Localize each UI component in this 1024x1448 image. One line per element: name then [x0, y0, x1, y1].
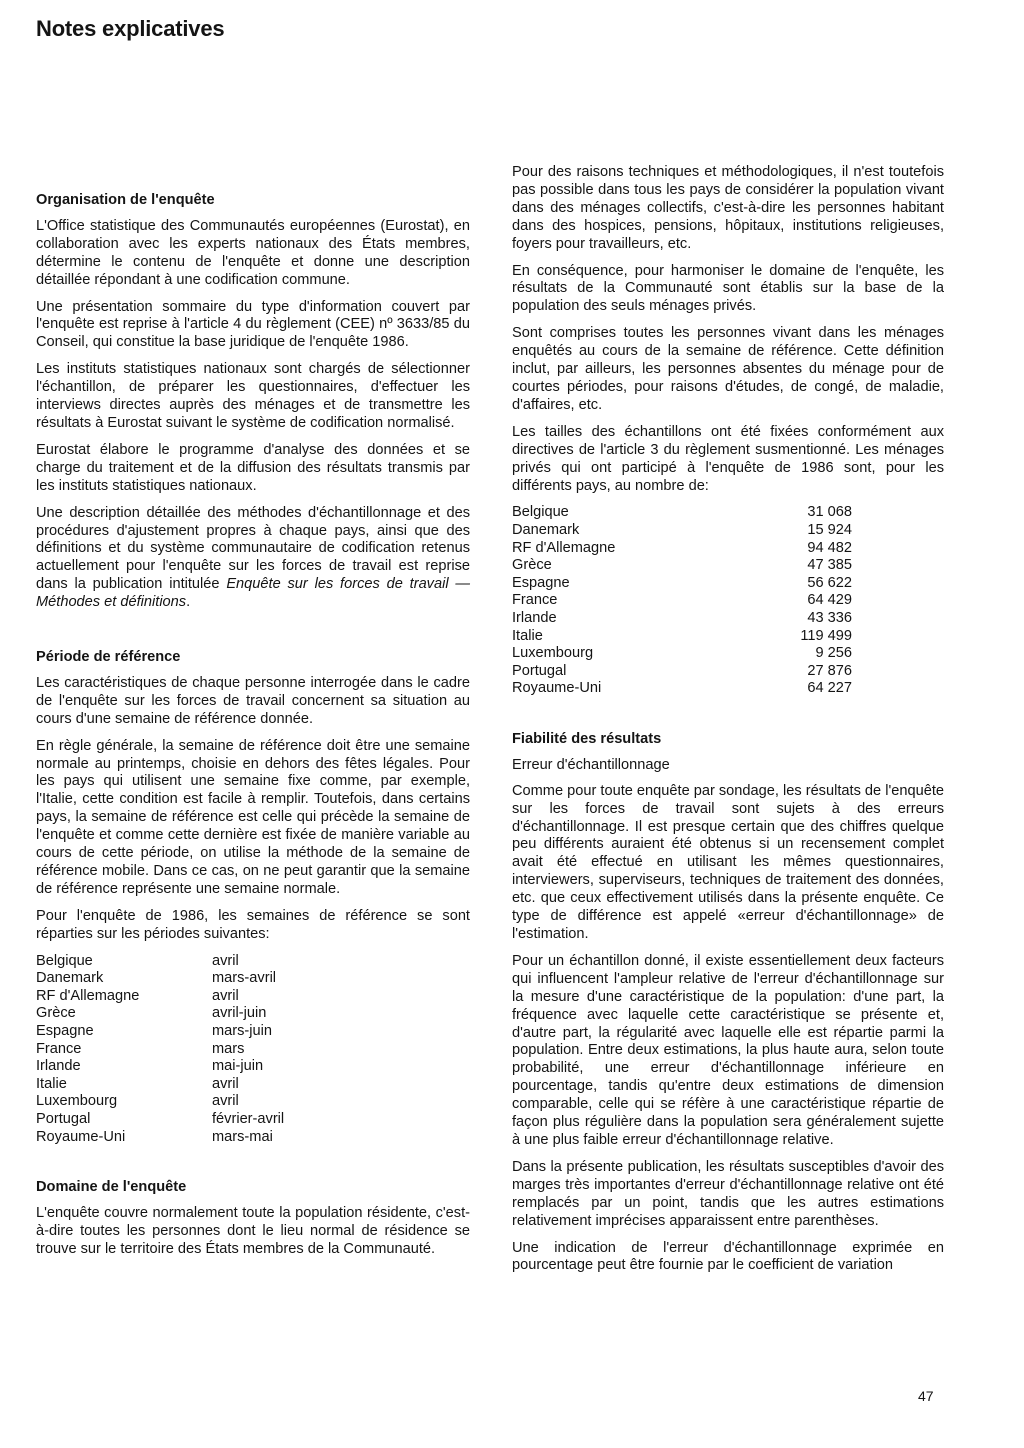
- table-row: [36, 1023, 284, 1041]
- paragraph: Pour un échantillon donné, il existe essentiellement deux facteurs qui influencent l'ampleur relative de l'erreur d'échantillonnage sur la mesure d'une caractéristique de la population: d'une part, la fréquence avec laquelle cette caractéristique se présente et, d'autre part, la régularité avec laquelle elle est répartie parmi la population. Entre deux estimations, la plus haute aura, selon toute probabilité, une erreur d'échantillonnage inférieure en pourcentage, tandis qu'entre deux estimations de dimension comparable, celle qui se réfère à une caractéristique répartie de façon plus régulière dans la population sera généralement sujette à une plus faible erreur d'échantillonnage relative.: [512, 952, 944, 1148]
- table-cell-country: Espagne: [36, 1023, 94, 1039]
- table-row: [512, 522, 852, 540]
- table-cell-country: Grèce: [512, 557, 552, 574]
- table-row: [36, 1129, 284, 1147]
- table-row: [512, 504, 852, 522]
- paragraph: Dans la présente publication, les résultats susceptibles d'avoir des marges très importantes d'erreur d'échantillonnage relative ont été remplacés par un point, tandis que les autres estimations relativement imprécises apparaissent entre parenthèses.: [512, 1158, 944, 1229]
- table-row: [512, 592, 852, 610]
- table-cell-country: RF d'Allemagne: [512, 539, 616, 556]
- table-cell-period: avril: [212, 987, 239, 1004]
- right-column: [512, 164, 944, 1284]
- table-cell-period: mars-avril: [212, 970, 277, 987]
- table-cell-country: Portugal: [512, 662, 567, 679]
- paragraph-text: Une description détaillée des méthodes d'échantillonnage et des procédures d'ajustement propres à chaque pays, ainsi que des définitions et du système communautaire de codification retenus actuellement pour l'enquête sur les forces de travail est reprise dans la publication intitulée: [36, 504, 470, 593]
- section-heading-periode: Période de référence: [36, 649, 181, 666]
- table-cell-country: France: [36, 1040, 82, 1057]
- paragraph: [36, 505, 470, 612]
- table-cell-country: Irlande: [36, 1058, 81, 1075]
- paragraph: En règle générale, la semaine de référence doit être une semaine normale au printemps, choisie en dehors des fêtes légales. Pour les pays qui utilisent une semaine fixe comme, par exemple, l'Italie, cette condition est facile à remplir. Toutefois, dans certains pays, la semaine de référence est celle qui précède la semaine de l'enquête et comme cette dernière est fixée de manière variable au cours de cette période, on utilise la méthode de la semaine de référence mobile. Dans ce cas, on ne peut garantir que la semaine de référence représente une semaine normale.: [36, 737, 470, 897]
- table-cell-count: 9 256: [815, 645, 852, 662]
- table-row: [512, 575, 852, 593]
- table-cell-country: France: [512, 592, 558, 609]
- table-cell-country: Royaume-Uni: [36, 1128, 126, 1145]
- table-row: [36, 953, 284, 971]
- table-cell-count: 47 385: [807, 557, 852, 574]
- table-cell-period: mai-juin: [212, 1058, 264, 1075]
- table-row: [36, 970, 284, 988]
- left-column: [36, 192, 470, 1268]
- table-row: [36, 988, 284, 1006]
- table-cell-country: Luxembourg: [512, 645, 594, 662]
- table-cell-country: Luxembourg: [36, 1093, 118, 1110]
- paragraph: Sont comprises toutes les personnes vivant dans les ménages enquêtés au cours de la semaine de référence. Cette définition inclut, par ailleurs, les personnes absentes du ménage pour de courtes périodes, pour raisons d'études, de congé, de maladie, d'affaires, etc.: [512, 325, 944, 413]
- table-cell-period: avril: [212, 952, 239, 969]
- table-cell-count: 15 924: [807, 522, 852, 538]
- paragraph-end: .: [186, 594, 191, 611]
- table-row: [512, 610, 852, 628]
- table-cell-period: avril-juin: [212, 1005, 267, 1022]
- subsection-heading: Erreur d'échantillonnage: [512, 756, 670, 773]
- paragraph: L'Office statistique des Communautés européennes (Eurostat), en collaboration avec les experts nationaux des États membres, détermine le contenu de l'enquête et donne une description détaillée répondant à une codification commune.: [36, 217, 470, 288]
- table-row: [36, 1041, 284, 1059]
- table-cell-country: Grèce: [36, 1005, 76, 1022]
- table-cell-count: 43 336: [807, 609, 852, 626]
- table-cell-country: Irlande: [512, 609, 557, 626]
- section-heading-fiabilite: Fiabilité des résultats: [512, 730, 662, 747]
- paragraph: L'enquête couvre normalement toute la population résidente, c'est-à-dire toutes les personnes dont le lieu normal de résidence se trouve sur le territoire des États membres de la Communauté.: [36, 1205, 470, 1257]
- page-number: 47: [918, 1388, 934, 1404]
- table-cell-period: février-avril: [212, 1110, 285, 1127]
- table-cell-country: Belgique: [36, 952, 93, 969]
- table-cell-country: Italie: [512, 627, 543, 644]
- section-heading-domaine: Domaine de l'enquête: [36, 1179, 187, 1196]
- table-cell-country: Royaume-Uni: [512, 680, 602, 697]
- paragraph: Une présentation sommaire du type d'information couvert par l'enquête est reprise à l'article 4 du règlement (CEE) nº 3633/85 du Conseil, qui constitue la base juridique de l'enquête 1986.: [36, 298, 470, 351]
- publication-title: Enquête sur les forces de travail — Méthodes et définitions: [36, 576, 470, 611]
- table-row: [36, 1111, 284, 1129]
- table-cell-period: avril: [212, 1075, 239, 1092]
- table-cell-period: mars-juin: [212, 1023, 273, 1039]
- table-cell-country: Danemark: [512, 522, 580, 538]
- table-row: [512, 645, 852, 663]
- table-row: [512, 663, 852, 681]
- sample-sizes-table: [512, 504, 852, 698]
- table-cell-country: Espagne: [512, 574, 570, 591]
- paragraph: Les tailles des échantillons ont été fixées conformément aux directives de l'article 3 du règlement susmentionné. Les ménages privés qui ont participé à l'enquête de 1986 sont, pour les différents pays, au nombre de:: [512, 423, 944, 494]
- table-row: [36, 1005, 284, 1023]
- table-cell-country: RF d'Allemagne: [36, 987, 140, 1004]
- table-cell-count: 31 068: [807, 504, 852, 521]
- paragraph: Une indication de l'erreur d'échantillonnage exprimée en pourcentage peut être fournie par le coefficient de variation: [512, 1239, 944, 1274]
- table-cell-count: 119 499: [800, 627, 852, 644]
- table-cell-count: 56 622: [807, 574, 852, 591]
- table-row: [36, 1058, 284, 1076]
- table-cell-country: Belgique: [512, 504, 569, 521]
- table-cell-count: 94 482: [807, 539, 852, 556]
- table-cell-period: mars-mai: [212, 1128, 273, 1145]
- table-cell-period: avril: [212, 1093, 239, 1110]
- paragraph: Pour l'enquête de 1986, les semaines de référence se sont réparties sur les périodes suivantes:: [36, 907, 470, 942]
- table-cell-count: 27 876: [807, 662, 852, 679]
- table-row: [512, 557, 852, 575]
- table-row: [512, 540, 852, 558]
- table-cell-count: 64 429: [807, 592, 852, 609]
- paragraph: En conséquence, pour harmoniser le domaine de l'enquête, les résultats de la Communauté sont établis sur la base de la population des seuls ménages privés.: [512, 262, 944, 315]
- reference-periods-table: [36, 953, 284, 1147]
- paragraph: Les caractéristiques de chaque personne interrogée dans le cadre de l'enquête sur les forces de travail concernent sa situation au cours d'une semaine de référence donnée.: [36, 674, 470, 727]
- table-row: [36, 1093, 284, 1111]
- table-row: [36, 1076, 284, 1094]
- page-title: Notes explicatives: [36, 16, 225, 41]
- table-row: [512, 628, 852, 646]
- table-row: [512, 680, 852, 698]
- table-cell-country: Danemark: [36, 970, 104, 987]
- table-cell-period: mars: [212, 1040, 245, 1057]
- paragraph: Pour des raisons techniques et méthodologiques, il n'est toutefois pas possible dans tous les pays de considérer la population vivant dans des ménages collectifs, c'est-à-dire les personnes habitant dans des hospices, pensions, hôpitaux, institutions religieuses, foyers pour travailleurs, etc.: [512, 164, 944, 252]
- paragraph: Les instituts statistiques nationaux sont chargés de sélectionner l'échantillon, de préparer les questionnaires, d'effectuer les interviews directes auprès des ménages et de transmettre les résultats à Eurostat suivant le système de codification normalisé.: [36, 361, 470, 431]
- paragraph: Eurostat élabore le programme d'analyse des données et se charge du traitement et de la diffusion des résultats transmis par les instituts statistiques nationaux.: [36, 441, 470, 494]
- table-cell-count: 64 227: [807, 680, 852, 697]
- table-cell-country: Italie: [36, 1075, 67, 1092]
- table-cell-country: Portugal: [36, 1110, 91, 1127]
- paragraph: Comme pour toute enquête par sondage, les résultats de l'enquête sur les forces de travail sont sujets à des erreurs d'échantillonnage. Il est presque certain que des chiffres quelque peu différents auraient été obtenus si un recensement complet avait été effectué en utilisant les mêmes questionnaires, interviewers, superviseurs, techniques de traitement des données, etc. que ceux effectivement utilisés dans la présente enquête. Ce type de différence est appelé «erreur d'échantillonnage» de l'estimation.: [512, 782, 944, 942]
- section-heading-organisation: Organisation de l'enquête: [36, 192, 215, 208]
